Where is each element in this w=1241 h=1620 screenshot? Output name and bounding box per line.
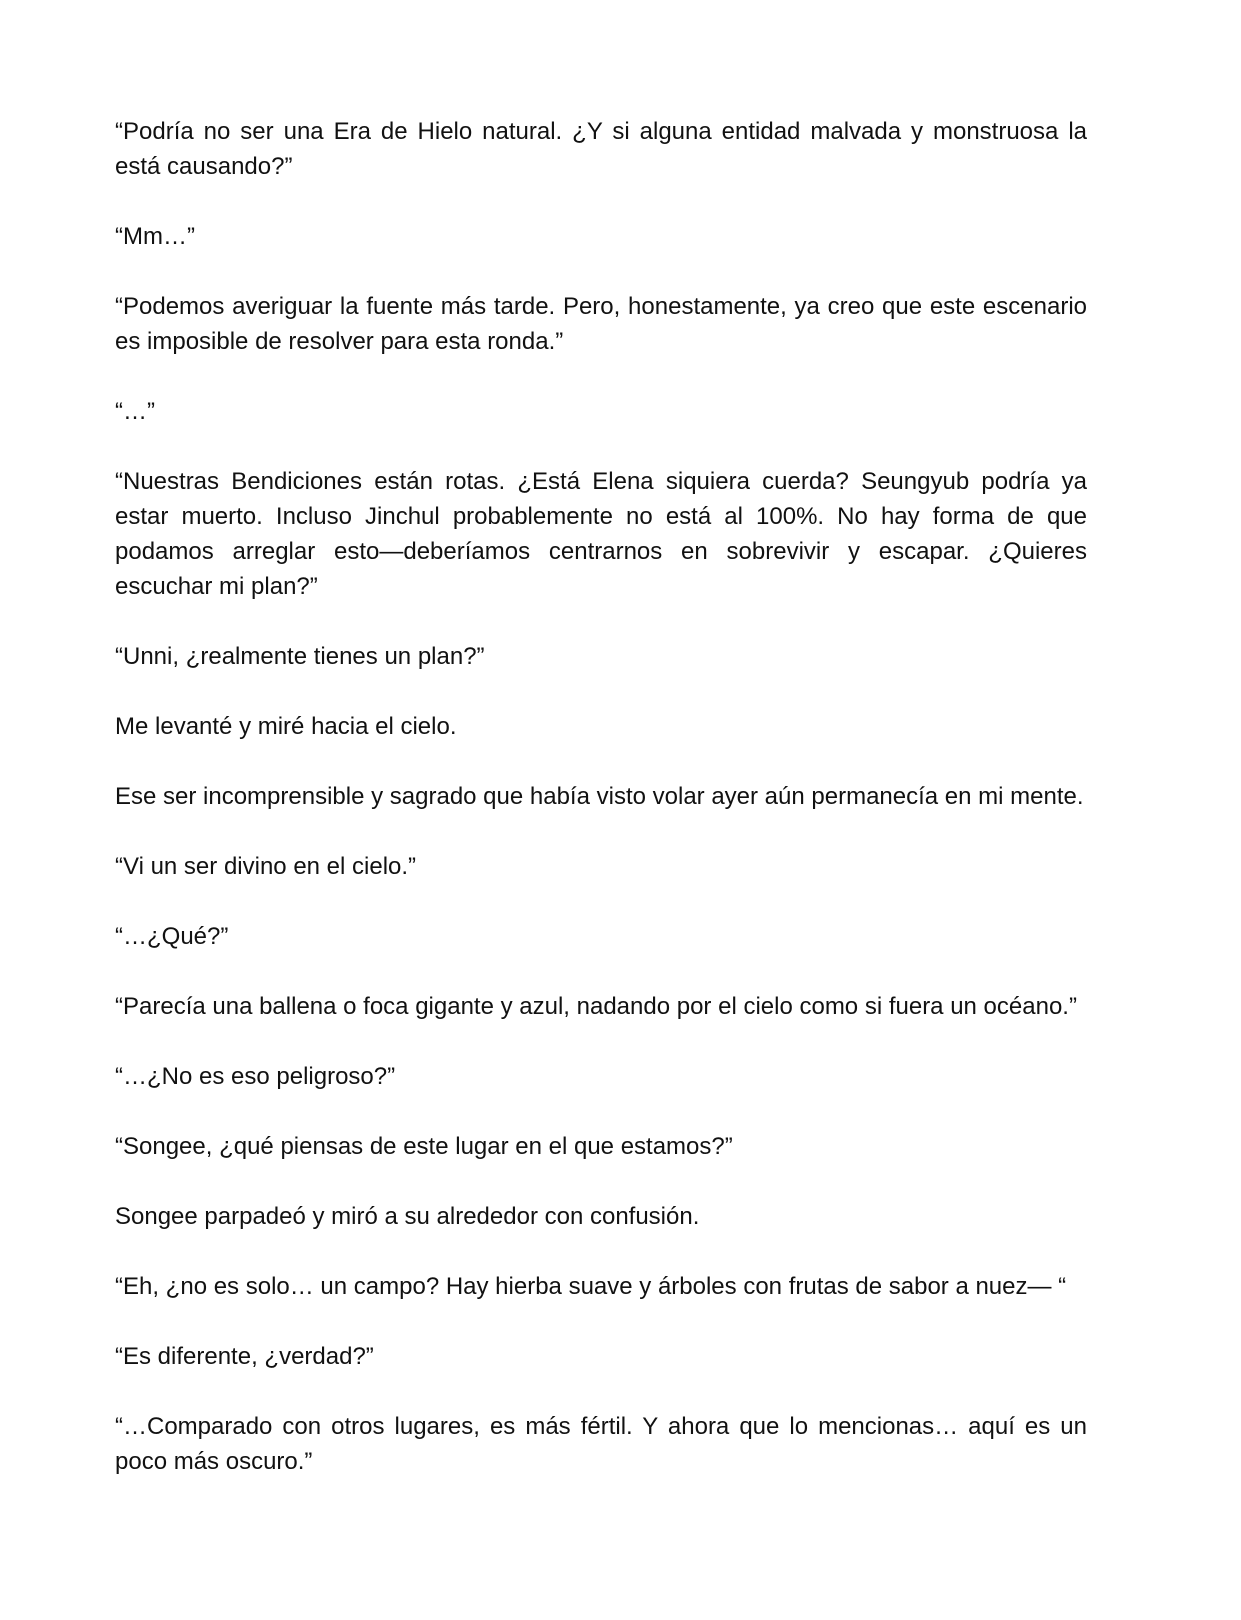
paragraph-15: “Eh, ¿no es solo… un campo? Hay hierba suave y árboles con frutas de sabor a nuez— “ — [115, 1273, 1067, 1300]
paragraph-10: “…¿Qué?” — [115, 923, 229, 950]
paragraph-2: “Mm…” — [115, 223, 195, 250]
document-page — [115, 114, 1087, 1514]
paragraph-16: “Es diferente, ¿verdad?” — [115, 1343, 374, 1370]
paragraph-6: “Unni, ¿realmente tienes un plan?” — [115, 643, 485, 670]
paragraph-13: “Songee, ¿qué piensas de este lugar en el que estamos?” — [115, 1133, 733, 1160]
paragraph-8: Ese ser incomprensible y sagrado que había visto volar ayer aún permanecía en mi mente. — [115, 783, 1084, 810]
paragraph-14: Songee parpadeó y miró a su alrededor con confusión. — [115, 1203, 700, 1230]
paragraph-9: “Vi un ser divino en el cielo.” — [115, 853, 417, 880]
paragraph-4: “…” — [115, 398, 155, 425]
paragraph-12: “…¿No es eso peligroso?” — [115, 1063, 396, 1090]
paragraph-7: Me levanté y miré hacia el cielo. — [115, 713, 457, 740]
paragraph-3: “Podemos averiguar la fuente más tarde. Pero, honestamente, ya creo que este escenario es imposible de resolver para esta ronda.” — [115, 293, 1087, 355]
paragraph-11: “Parecía una ballena o foca gigante y azul, nadando por el cielo como si fuera un océano.” — [115, 993, 1077, 1020]
paragraph-17: “…Comparado con otros lugares, es más fértil. Y ahora que lo mencionas… aquí es un poco más oscuro.” — [115, 1413, 1087, 1475]
paragraph-1: “Podría no ser una Era de Hielo natural. ¿Y si alguna entidad malvada y monstruosa la está causando?” — [115, 118, 1087, 180]
paragraph-5: “Nuestras Bendiciones están rotas. ¿Está Elena siquiera cuerda? Seungyub podría ya estar muerto. Incluso Jinchul probablemente no está al 100%. No hay forma de que podamos arreglar esto—deberíamos centrarnos en sobrevivir y escapar. ¿Quieres escuchar mi plan?” — [115, 468, 1087, 600]
